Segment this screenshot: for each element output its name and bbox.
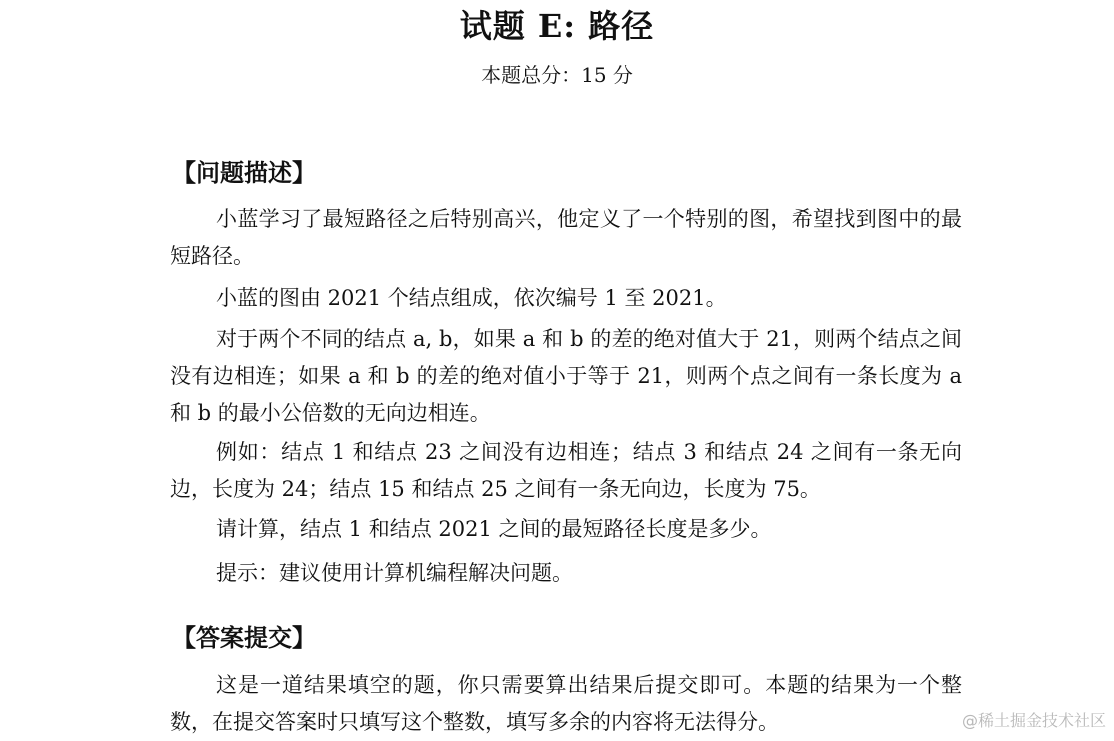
problem-title: 试题 E: 路径 (459, 7, 655, 45)
watermark: @稀土掘金技术社区 (961, 711, 1106, 730)
submission-paragraph: 这是一道结果填空的题，你只需要算出结果后提交即可。本题的结果为一个整数，在提交答案时只填写这个整数，填写多余的内容将无法得分。 (170, 673, 962, 734)
submission-heading: 【答案提交】 (172, 624, 316, 652)
description-paragraph: 小蓝的图由 2021 个结点组成，依次编号 1 至 2021。 (216, 286, 727, 310)
description-paragraph: 例如：结点 1 和结点 23 之间没有边相连；结点 3 和结点 24 之间有一条无向边，长度为 24；结点 15 和结点 25 之间有一条无向边，长度为 75。 (170, 440, 962, 501)
description-heading: 【问题描述】 (172, 159, 316, 187)
total-score: 本题总分：15 分 (481, 63, 633, 87)
description-paragraph: 小蓝学习了最短路径之后特别高兴，他定义了一个特别的图，希望找到图中的最短路径。 (170, 207, 962, 268)
description-paragraph: 提示：建议使用计算机编程解决问题。 (216, 561, 573, 585)
description-paragraph: 对于两个不同的结点 a, b，如果 a 和 b 的差的绝对值大于 21，则两个结点之间没有边相连；如果 a 和 b 的差的绝对值小于等于 21，则两个点之间有一条长度为 a 和 b 的最小公倍数的无向边相连。 (170, 327, 962, 425)
description-paragraph: 请计算，结点 1 和结点 2021 之间的最短路径长度是多少。 (216, 517, 772, 541)
